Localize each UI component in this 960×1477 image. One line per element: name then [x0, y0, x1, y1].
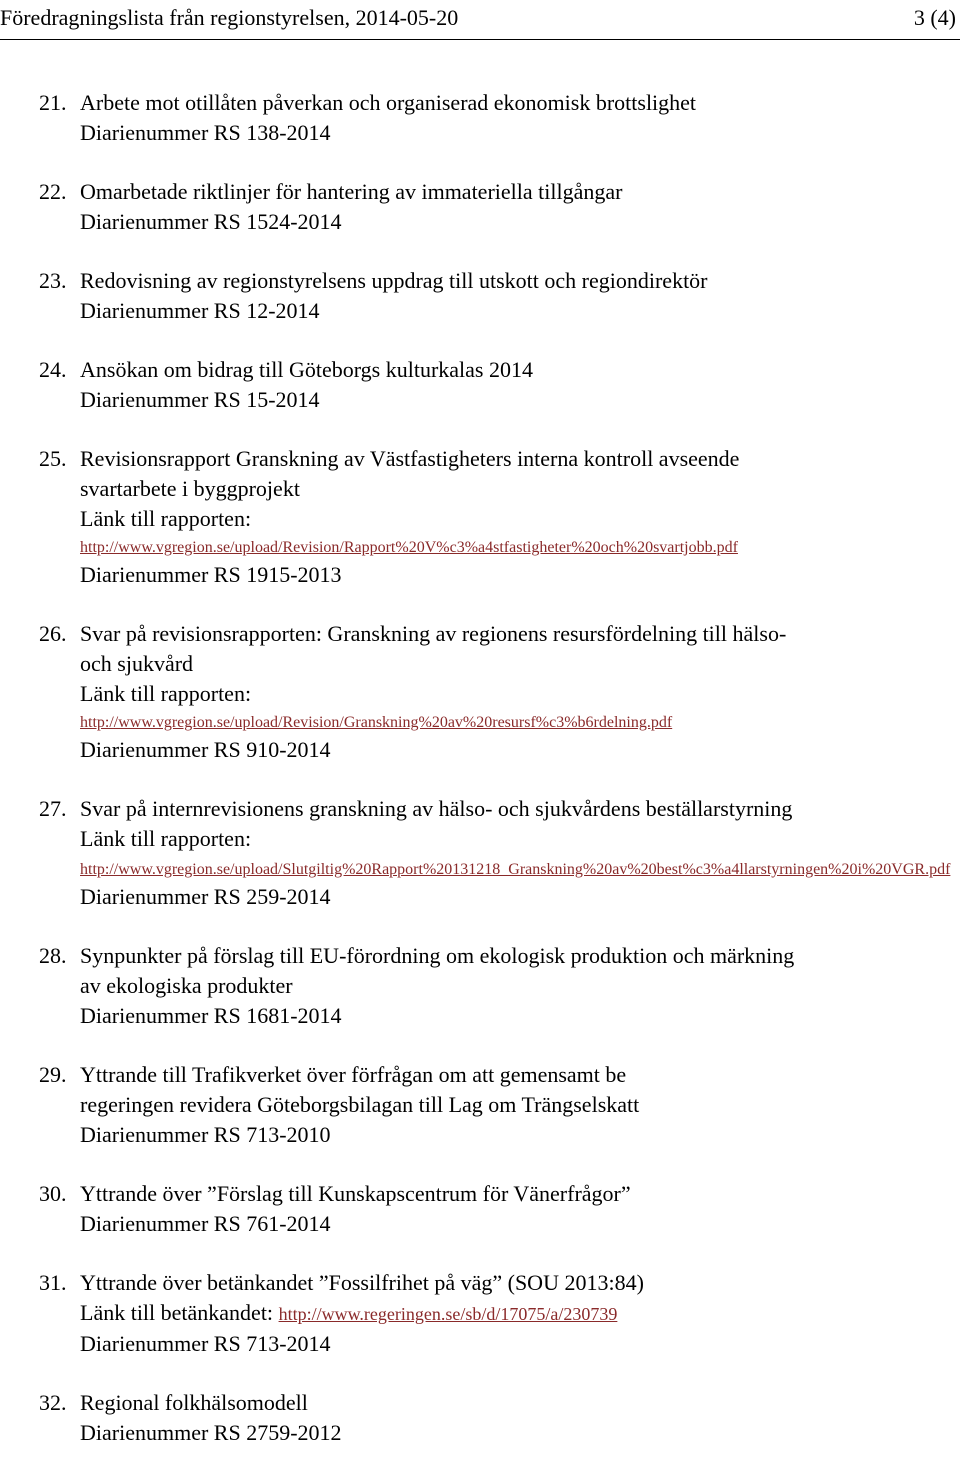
- item-diarienummer: Diarienummer RS 761-2014: [80, 1211, 331, 1236]
- item-title: Regional folkhälsomodell: [80, 1390, 308, 1415]
- item-title: Arbete mot otillåten påverkan och organiserad ekonomisk brottslighet: [80, 90, 697, 115]
- item-diarienummer: Diarienummer RS 1915-2013: [80, 562, 342, 587]
- item-number: 25.: [39, 446, 67, 471]
- item-title: Yttrande över ”Förslag till Kunskapscentrum för Vänerfrågor”: [80, 1181, 631, 1206]
- report-link[interactable]: http://www.vgregion.se/upload/Slutgiltig%20Rapport%20131218_Granskning%20av%20best%c3%a4llarstyrningen%20i%20VGR.pdf: [80, 861, 951, 878]
- report-link-label: Länk till rapporten:: [80, 826, 252, 851]
- report-link[interactable]: http://www.vgregion.se/upload/Revision/Rapport%20V%c3%a4stfastigheter%20och%20svartjobb.pdf: [80, 539, 738, 556]
- item-title-continued: regeringen revidera Göteborgsbilagan till Lag om Trängselskatt: [80, 1092, 640, 1117]
- agenda-item-31: [0, 1268, 960, 1359]
- item-number: 32.: [39, 1390, 67, 1415]
- item-title-continued: och sjukvård: [80, 651, 194, 676]
- agenda-item-21: [0, 88, 960, 148]
- item-diarienummer: Diarienummer RS 259-2014: [80, 884, 331, 909]
- agenda-item-23: [0, 266, 960, 326]
- item-title: Svar på revisionsrapporten: Granskning av regionens resursfördelning till hälso-: [80, 621, 787, 646]
- agenda-item-25: [0, 444, 960, 590]
- report-link-row: [80, 1298, 940, 1329]
- item-diarienummer: Diarienummer RS 713-2014: [80, 1331, 331, 1356]
- item-diarienummer: Diarienummer RS 713-2010: [80, 1122, 331, 1147]
- item-number: 24.: [39, 357, 67, 382]
- item-number: 26.: [39, 621, 67, 646]
- agenda-item-29: [0, 1060, 960, 1150]
- agenda-item-32: [0, 1388, 960, 1448]
- item-number: 22.: [39, 179, 67, 204]
- report-link[interactable]: http://www.regeringen.se/sb/d/17075/a/230739: [278, 1304, 618, 1324]
- item-diarienummer: Diarienummer RS 2759-2012: [80, 1420, 342, 1445]
- item-title: Revisionsrapport Granskning av Västfastigheters interna kontroll avseende: [80, 446, 740, 471]
- item-title-continued: svartarbete i byggprojekt: [80, 476, 300, 501]
- page-header: [0, 5, 960, 39]
- report-link-label: Länk till rapporten:: [80, 681, 252, 706]
- item-number: 29.: [39, 1062, 67, 1087]
- item-number: 28.: [39, 943, 67, 968]
- item-number: 31.: [39, 1270, 67, 1295]
- item-number: 21.: [39, 90, 67, 115]
- item-diarienummer: Diarienummer RS 12-2014: [80, 298, 320, 323]
- agenda-item-24: [0, 355, 960, 415]
- item-number: 27.: [39, 796, 67, 821]
- item-title: Synpunkter på förslag till EU-förordning om ekologisk produktion och märkning: [80, 943, 795, 968]
- page-number: 3 (4): [913, 5, 956, 30]
- item-title: Redovisning av regionstyrelsens uppdrag till utskott och regiondirektör: [80, 268, 708, 293]
- item-diarienummer: Diarienummer RS 910-2014: [80, 737, 331, 762]
- item-diarienummer: Diarienummer RS 15-2014: [80, 387, 320, 412]
- report-link-label: Länk till rapporten:: [80, 506, 252, 531]
- agenda-item-27: [0, 794, 960, 912]
- agenda-item-26: [0, 619, 960, 765]
- agenda-item-22: [0, 177, 960, 237]
- agenda-item-28: [0, 941, 960, 1031]
- item-title: Svar på internrevisionens granskning av hälso- och sjukvårdens beställarstyrning: [80, 796, 793, 821]
- document-title: Föredragningslista från regionstyrelsen, 2014-05-20: [0, 5, 459, 30]
- item-title: Yttrande över betänkandet ”Fossilfrihet på väg” (SOU 2013:84): [80, 1270, 644, 1295]
- item-diarienummer: Diarienummer RS 1524-2014: [80, 209, 342, 234]
- agenda-item-30: [0, 1179, 960, 1239]
- item-diarienummer: Diarienummer RS 1681-2014: [80, 1003, 342, 1028]
- agenda-list: [0, 88, 960, 1477]
- item-title-continued: av ekologiska produkter: [80, 973, 293, 998]
- item-title: Ansökan om bidrag till Göteborgs kulturkalas 2014: [80, 357, 533, 382]
- report-link-label: Länk till betänkandet:: [80, 1300, 274, 1325]
- item-title: Omarbetade riktlinjer för hantering av immateriella tillgångar: [80, 179, 623, 204]
- item-diarienummer: Diarienummer RS 138-2014: [80, 120, 331, 145]
- item-number: 30.: [39, 1181, 67, 1206]
- header-divider: [0, 39, 960, 40]
- report-link[interactable]: http://www.vgregion.se/upload/Revision/Granskning%20av%20resursf%c3%b6rdelning.pdf: [80, 714, 673, 731]
- item-number: 23.: [39, 268, 67, 293]
- item-title: Yttrande till Trafikverket över förfrågan om att gemensamt be: [80, 1062, 627, 1087]
